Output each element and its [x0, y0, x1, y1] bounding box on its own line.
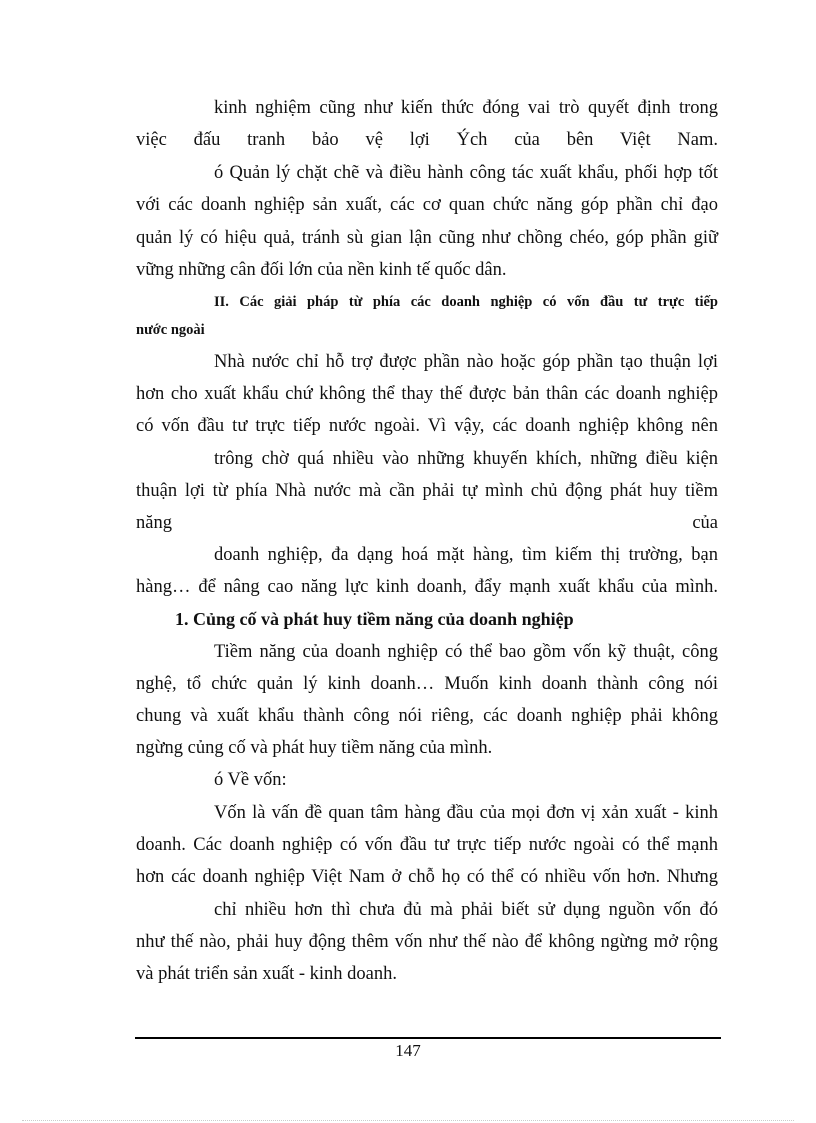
text-line: với các doanh nghiệp sản xuất, các cơ quan chức năng góp phần chỉ đạo	[136, 195, 718, 215]
text-line: ó Quản lý chặt chẽ và điều hành công tác xuất khẩu, phối hợp tốt	[214, 163, 718, 183]
text-line: việc đấu tranh bảo vệ lợi Ých của bên Việt Nam.	[136, 130, 718, 150]
text-line: chung và xuất khẩu thành công nói riêng, các doanh nghiệp phải không	[136, 706, 718, 726]
text-line: hàng… để nâng cao năng lực kinh doanh, đẩy mạnh xuất khẩu của mình.	[136, 577, 718, 597]
text-line: nghệ, tổ chức quản lý kinh doanh… Muốn kinh doanh thành công nói	[136, 674, 718, 694]
text-line: có vốn đầu tư trực tiếp nước ngoài. Vì vậy, các doanh nghiệp không nên	[136, 416, 718, 436]
bullet-heading: ó Về vốn:	[214, 770, 287, 790]
text-line: trông chờ quá nhiều vào những khuyến khích, những điều kiện	[214, 449, 718, 469]
text-line: thuận lợi từ phía Nhà nước mà cần phải tự mình chủ động phát huy tiềm	[136, 481, 718, 501]
text-line: quản lý có hiệu quả, tránh sù gian lận cũng như chồng chéo, góp phần giữ	[136, 228, 718, 248]
text-line: năng của	[136, 513, 718, 533]
page-edge-divider	[22, 1120, 794, 1121]
text-line: kinh nghiệm cũng như kiến thức đóng vai trò quyết định trong	[214, 98, 718, 118]
section-heading: II. Các giải pháp từ phía các doanh nghiệp có vốn đầu tư trực tiếp	[214, 294, 718, 310]
section-heading-continued: nước ngoài	[136, 322, 205, 338]
text-line: doanh. Các doanh nghiệp có vốn đầu tư trực tiếp nước ngoài có thể mạnh	[136, 835, 718, 855]
text-line: hơn cho xuất khẩu chứ không thể thay thế được bản thân các doanh nghiệp	[136, 384, 718, 404]
text-line: và phát triển sản xuất - kinh doanh.	[136, 964, 397, 984]
text-line: ngừng củng cố và phát huy tiềm năng của mình.	[136, 738, 493, 758]
text-line: như thế nào, phải huy động thêm vốn như thế nào để không ngừng mở rộng	[136, 932, 718, 952]
subsection-heading: 1. Củng cố và phát huy tiềm năng của doanh nghiệp	[175, 609, 574, 629]
text-line: Nhà nước chỉ hỗ trợ được phần nào hoặc góp phần tạo thuận lợi	[214, 352, 718, 372]
text-line: hơn các doanh nghiệp Việt Nam ở chỗ họ có thể có nhiều vốn hơn. Nhưng	[136, 867, 718, 887]
text-line: chỉ nhiều hơn thì chưa đủ mà phải biết sử dụng nguồn vốn đó	[214, 900, 718, 920]
text-line: Tiềm năng của doanh nghiệp có thể bao gồm vốn kỹ thuật, công	[214, 642, 718, 662]
text-line: doanh nghiệp, đa dạng hoá mặt hàng, tìm kiếm thị trường, bạn	[214, 545, 718, 565]
footer-rule	[135, 1037, 721, 1039]
text-line: vững những cân đối lớn của nền kinh tế quốc dân.	[136, 260, 507, 280]
text-line: Vốn là vấn đề quan tâm hàng đầu của mọi đơn vị xản xuất - kinh	[214, 803, 718, 823]
page-number: 147	[395, 1041, 421, 1060]
